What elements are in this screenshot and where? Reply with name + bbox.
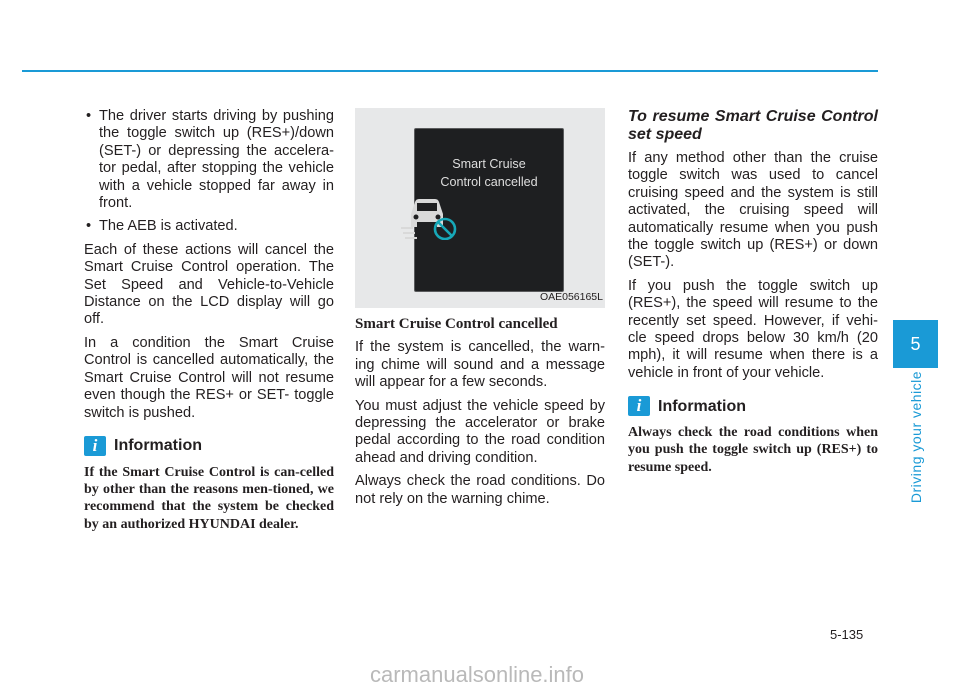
paragraph: Each of these actions will cancel the Smart Cruise Control operation. The Set Speed and Vehicle-to-Vehicle Distance on the LCD display will go off. [84,241,334,328]
info-icon: i [84,436,106,456]
paragraph: If you push the toggle switch up (RES+), the speed will resume to the recently set speed. However, if vehi-cle speed drops below 30 km/h (20 mph), it will resume when there is a vehicle in front of your vehicle. [628,277,878,381]
chapter-tab: 5 [893,320,938,368]
chapter-label [893,372,938,502]
section-heading: Smart Cruise Control cancelled [355,316,558,332]
list-item: • The AEB is activated. [86,218,238,235]
car-cancelled-icon [399,190,463,240]
info-icon: i [628,396,650,416]
display-message-line-1: Smart Cruise [452,157,526,171]
bullet-text: The AEB is activated. [99,218,238,235]
information-body: If the Smart Cruise Control is can-celled by other than the reasons men-tioned, we recommend that the system be checked by an authorized HYUNDAI dealer. [84,464,334,532]
figure-code: OAE056165L [539,290,603,303]
page-number: 5-135 [830,627,864,642]
footer-watermark: carmanualsonline.info [370,662,585,687]
column-right [628,108,878,482]
paragraph: In a condition the Smart Cruise Control is cancelled automatically, the Smart Cruise Control will not resume even though the RES+ or SET- toggle switch is pushed. [84,334,334,421]
bullet-text: The driver starts driving by pushing the toggle switch up (RES+)/down (SET-) or depressing the accelera-tor pedal, after stopping the vehicle with a vehicle stopped far away in front. [99,108,334,212]
chapter-label-text: Driving your vehicle [907,370,924,504]
information-title: Information [114,437,202,455]
information-body: Always check the road conditions when you push the toggle switch up (RES+) to resume speed. [628,425,878,475]
information-header [628,396,878,416]
information-title: Information [658,397,746,415]
column-left [84,108,334,539]
cluster-figure [355,108,605,308]
paragraph: If any method other than the cruise toggle switch was used to cancel cruising speed and the system is still activated, the cruising speed will automatically resume when you push the toggle switch up (RES+) or down (SET-). [628,150,878,271]
column-middle [355,108,605,514]
top-rule [22,70,878,72]
paragraph: If the system is cancelled, the warn-ing chime will sound and a message will appear for a few seconds. [355,339,605,391]
display-message-line-2: Control cancelled [440,175,538,189]
paragraph: You must adjust the vehicle speed by depressing the accelerator or brake pedal according to the road condition ahead and driving condition. [355,397,605,466]
information-header [84,436,334,456]
paragraph: Always check the road conditions. Do not rely on the warning chime. [355,473,605,507]
section-heading: To resume Smart Cruise Control set speed [628,108,878,143]
list-item: • The driver starts driving by pushing the toggle switch up (RES+)/down (SET-) or depressing the accelera-tor pedal, after stopping the vehicle with a vehicle stopped far away in front. [86,108,334,212]
